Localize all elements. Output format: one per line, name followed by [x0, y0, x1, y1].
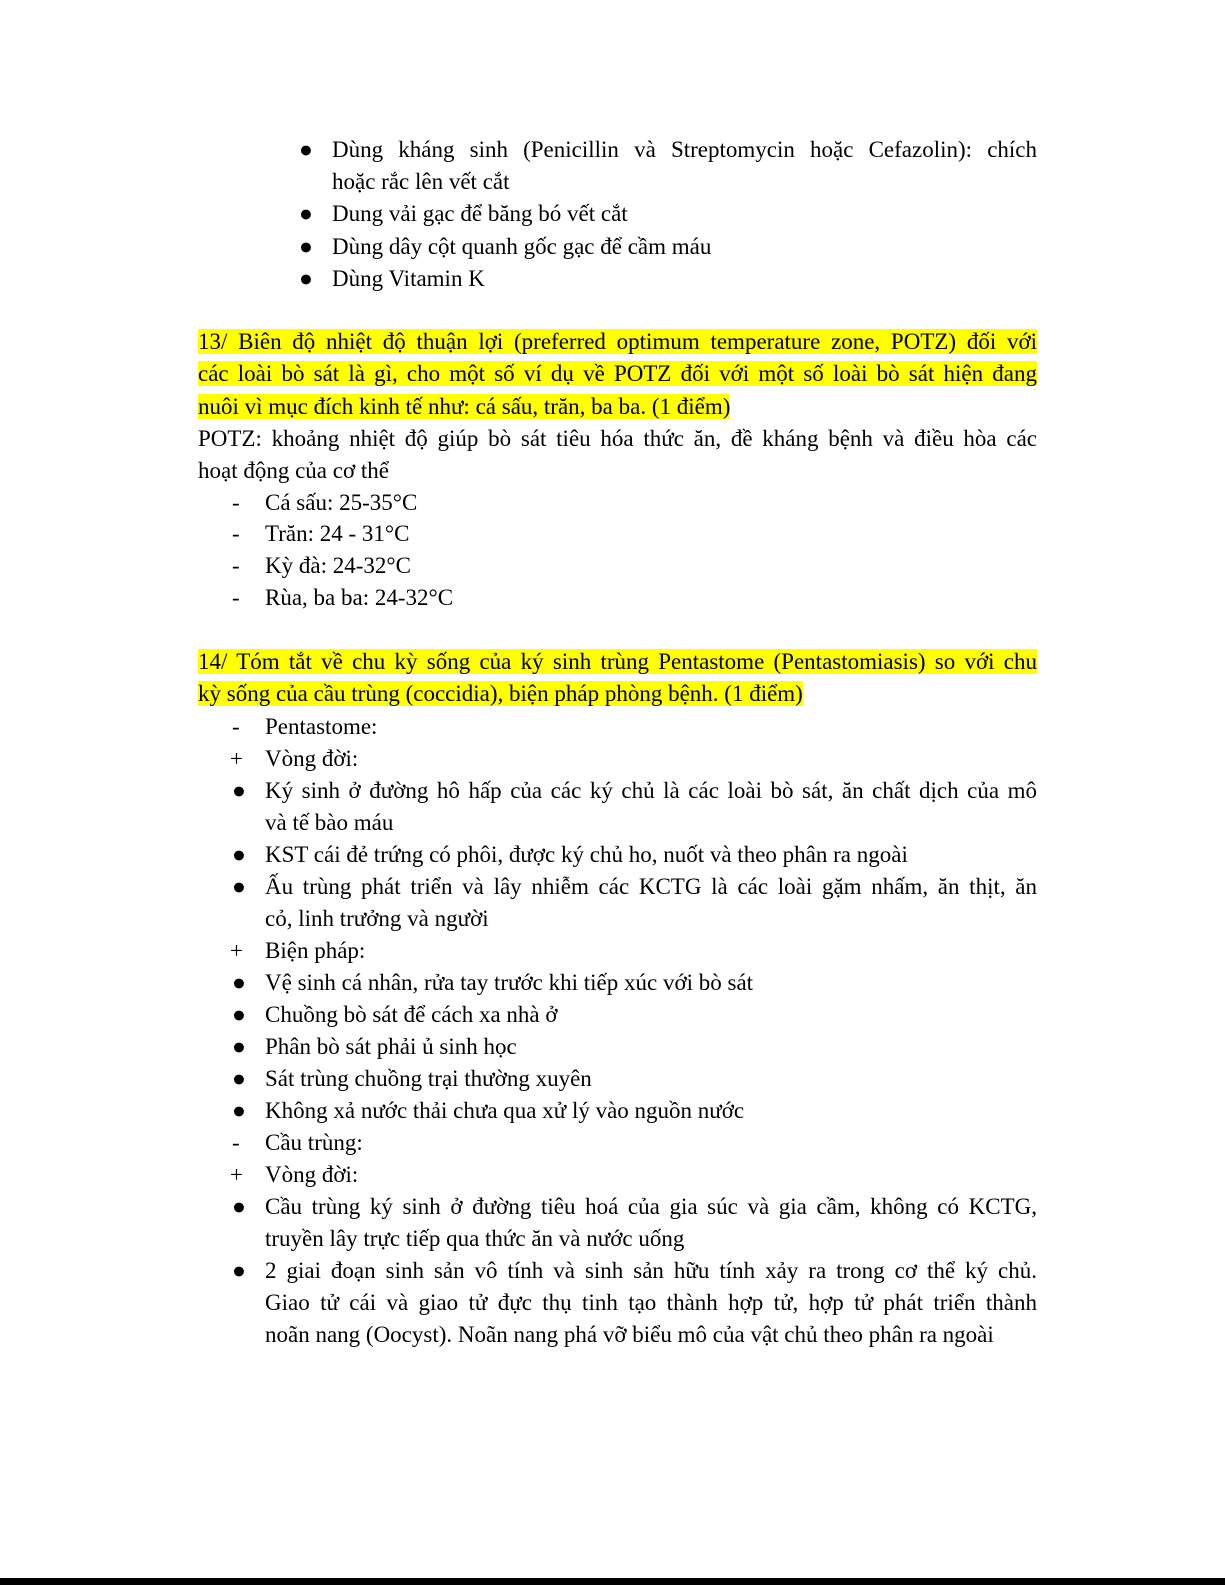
q13-question-line-text: các loài bò sát là gì, cho một số ví dụ về POTZ đối với một số loài bò sát hiện đang [198, 361, 1037, 386]
top-bullet-marker: ● [299, 201, 313, 226]
q14-item-line-text: cỏ, linh trưởng và người [265, 906, 489, 931]
q14-item-line [265, 935, 1037, 967]
q14-item-line [265, 871, 1037, 903]
top-bullet-marker: ● [299, 234, 313, 259]
q14-question-line-text: kỳ sống của cầu trùng (coccidia), biện pháp phòng bệnh. (1 điểm) [198, 681, 803, 706]
q14-item-marker: ● [232, 1066, 246, 1091]
q14-item-line-text: và tế bào máu [265, 810, 394, 835]
top-bullet-marker: ● [299, 266, 313, 291]
q14-item-marker: - [232, 714, 240, 739]
q14-item-marker: ● [232, 1258, 246, 1283]
q13-example-text: Trăn: 24 - 31°C [265, 521, 410, 546]
q14-item-marker: ● [232, 874, 246, 899]
q14-item-line [265, 1063, 1037, 1095]
q13-example [265, 582, 1037, 614]
q14-item-marker: + [230, 1162, 243, 1187]
q14-question-line-text: 14/ Tóm tắt về chu kỳ sống của ký sinh trùng Pentastome (Pentastomiasis) so với chu [198, 649, 1037, 674]
q14-item-line-text: Sát trùng chuồng trại thường xuyên [265, 1066, 592, 1091]
q14-item-line-text: Chuồng bò sát để cách xa nhà ở [265, 1002, 558, 1027]
q14-question-line [198, 678, 1037, 710]
top-bullet-line-text: Dung vải gạc để băng bó vết cắt [332, 201, 628, 226]
top-bullet-marker: ● [299, 137, 313, 162]
q14-item-line-text: 2 giai đoạn sinh sản vô tính và sinh sản hữu tính xảy ra trong cơ thể ký chủ. [265, 1258, 1037, 1283]
q13-example-text: Kỳ đà: 24-32°C [265, 553, 411, 578]
q14-item-line [265, 903, 1037, 935]
top-bullet-line-text: hoặc rắc lên vết cắt [332, 169, 510, 194]
q13-question-line [198, 358, 1037, 390]
q14-item-marker: ● [232, 970, 246, 995]
q13-example-text: Rùa, ba ba: 24-32°C [265, 585, 454, 610]
q14-item-line-text: Ký sinh ở đường hô hấp của các ký chủ là các loài bò sát, ăn chất dịch của mô [265, 778, 1037, 803]
top-bullet-line [332, 166, 1037, 198]
q14-item-line [265, 1287, 1037, 1319]
top-bullet-line [332, 263, 1037, 295]
q13-question-line [198, 326, 1037, 358]
q13-answer-line [198, 423, 1037, 455]
top-bullet-line [332, 231, 1037, 263]
q14-item-line [265, 743, 1037, 775]
q14-item-line [265, 775, 1037, 807]
q13-answer-line-text: POTZ: khoảng nhiệt độ giúp bò sát tiêu hóa thức ăn, đề kháng bệnh và điều hòa các [198, 426, 1037, 451]
q14-item-marker: ● [232, 1098, 246, 1123]
q14-item-line-text: Ấu trùng phát triển và lây nhiễm các KCTG là các loài gặm nhấm, ăn thịt, ăn [265, 874, 1037, 899]
q14-item-line-text: Giao tử cái và giao tử đực thụ tinh tạo thành hợp tử, hợp tử phát triển thành [265, 1290, 1037, 1315]
page-bottom-border [0, 1578, 1225, 1585]
q14-item-line [265, 1191, 1037, 1223]
q13-question-line [198, 391, 1037, 423]
q14-item-line-text: Cầu trùng ký sinh ở đường tiêu hoá của gia súc và gia cầm, không có KCTG, [265, 1194, 1037, 1219]
q14-item-line-text: Cầu trùng: [265, 1130, 363, 1155]
q14-item-line-text: noãn nang (Oocyst). Noãn nang phá vỡ biểu mô của vật chủ theo phân ra ngoài [265, 1322, 994, 1347]
q14-item-marker: ● [232, 1194, 246, 1219]
q14-item-line-text: Không xả nước thải chưa qua xử lý vào nguồn nước [265, 1098, 745, 1123]
q14-item-line-text: KST cái đẻ trứng có phôi, được ký chủ ho, nuốt và theo phân ra ngoài [265, 842, 908, 867]
q14-item-line [265, 967, 1037, 999]
q14-item-marker: + [230, 938, 243, 963]
q14-item-marker: - [232, 1130, 240, 1155]
q14-item-line [265, 1319, 1037, 1351]
q14-item-line-text: Pentastome: [265, 714, 378, 739]
q14-item-marker: + [230, 746, 243, 771]
q13-answer-line-text: hoạt động của cơ thể [198, 458, 389, 483]
q14-item-line-text: Vòng đời: [265, 746, 359, 771]
q13-example [265, 487, 1037, 519]
q14-item-line [265, 807, 1037, 839]
q13-example-text: Cá sấu: 25-35°C [265, 490, 418, 515]
q14-item-line [265, 1159, 1037, 1191]
q14-item-line-text: Biện pháp: [265, 938, 366, 963]
top-bullet-line-text: Dùng kháng sinh (Penicillin và Streptomycin hoặc Cefazolin): chích [332, 137, 1037, 162]
q14-item-line [265, 1095, 1037, 1127]
q14-item-line [265, 1223, 1037, 1255]
q13-answer-line [198, 455, 1037, 487]
q14-item-marker: ● [232, 778, 246, 803]
q13-example-dash: - [232, 585, 240, 610]
q14-item-marker: ● [232, 1002, 246, 1027]
q14-item-line-text: Vòng đời: [265, 1162, 359, 1187]
q14-item-marker: ● [232, 842, 246, 867]
q14-item-line [265, 999, 1037, 1031]
q13-question-line-text: 13/ Biên độ nhiệt độ thuận lợi (preferred optimum temperature zone, POTZ) đối với [198, 329, 1037, 354]
q14-item-line-text: truyền lây trực tiếp qua thức ăn và nước uống [265, 1226, 685, 1251]
q14-item-line [265, 711, 1037, 743]
q13-example-dash: - [232, 553, 240, 578]
top-bullet-line-text: Dùng dây cột quanh gốc gạc để cầm máu [332, 234, 712, 259]
q14-item-line-text: Phân bò sát phải ủ sinh học [265, 1034, 517, 1059]
q13-question-line-text: nuôi vì mục đích kinh tế như: cá sấu, trăn, ba ba. (1 điểm) [198, 394, 731, 419]
q14-item-line [265, 839, 1037, 871]
top-bullet-line-text: Dùng Vitamin K [332, 266, 485, 291]
q14-item-line [265, 1127, 1037, 1159]
q14-item-line [265, 1031, 1037, 1063]
top-bullet-line [332, 198, 1037, 230]
q14-item-line-text: Vệ sinh cá nhân, rửa tay trước khi tiếp xúc với bò sát [265, 970, 754, 995]
q14-item-marker: ● [232, 1034, 246, 1059]
top-bullet-line [332, 134, 1037, 166]
q13-example [265, 550, 1037, 582]
q13-example-dash: - [232, 521, 240, 546]
q14-question-line [198, 646, 1037, 678]
q13-example [265, 518, 1037, 550]
q13-example-dash: - [232, 490, 240, 515]
q14-item-line [265, 1255, 1037, 1287]
